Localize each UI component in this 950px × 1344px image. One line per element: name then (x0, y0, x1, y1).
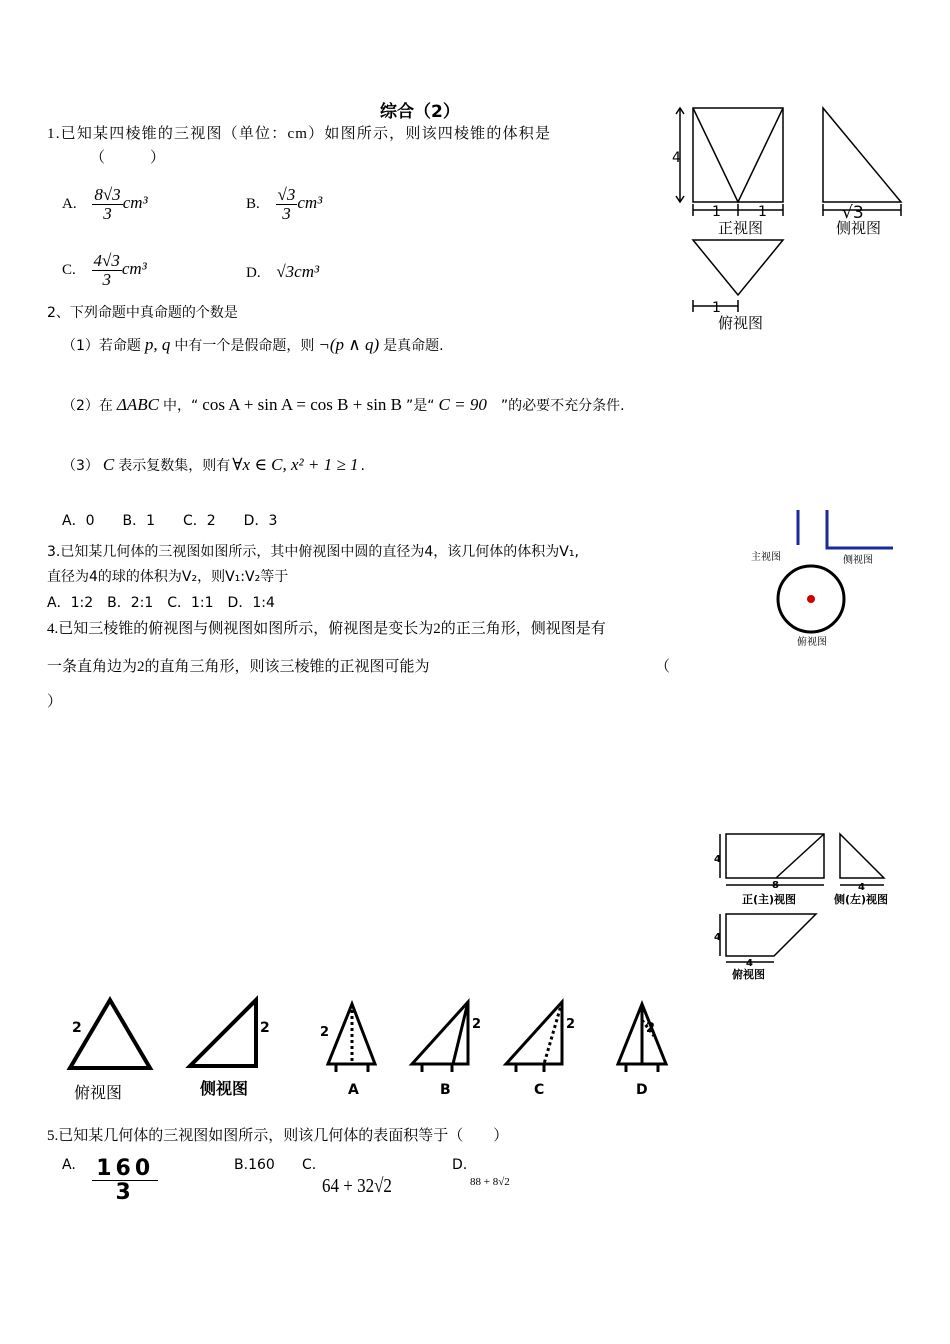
q5-option-c-expr: 64 + 32√2 (322, 1175, 392, 1197)
q4-paren-close: ） (47, 694, 63, 710)
q5-side-width: 4 (858, 882, 865, 893)
q1-stem: 1.已知某四棱锥的三视图（单位：cm）如图所示，则该四棱锥的体积是 (47, 126, 552, 142)
q4-paren-open: （ (655, 659, 671, 675)
q4-top-label: 2 (72, 1020, 82, 1036)
q1-side-view (823, 108, 901, 216)
svg-text:2: 2 (320, 1025, 330, 1040)
q1-answer-paren: （ ） (90, 150, 166, 166)
q5-option-d-expr: 88 + 8√2 (470, 1176, 510, 1188)
q5-front-width: 8 (772, 880, 779, 891)
q1-height-label: 4 (672, 150, 681, 166)
q1-option-b: B. $\frac{√3}{3}$ cm³ (246, 185, 323, 223)
q5-top-view (720, 914, 816, 962)
q4-option-a-figure (328, 1004, 375, 1072)
svg-text:2: 2 (646, 1021, 656, 1036)
q5-option-a: A. $\frac{160}{3}$ (62, 1157, 158, 1204)
q1-top-caption: 俯视图 (718, 314, 764, 332)
q3-options: A．1:2 B．2:1 C．1:1 D．1:4 (47, 595, 275, 611)
q1-three-view-figure (668, 100, 913, 335)
q4-top-view (70, 1000, 150, 1068)
q5-option-c: C. (302, 1157, 317, 1173)
q1-top-view (693, 240, 783, 312)
q3-top-caption: 俯视图 (797, 637, 827, 648)
q4-side-caption: 侧视图 (200, 1079, 249, 1098)
q5-option-d: D. (452, 1157, 468, 1173)
q5-stem: 5.已知某几何体的三视图如图所示，则该几何体的表面积等于（ ） (47, 1128, 509, 1144)
q5-front-height: 4 (714, 854, 721, 865)
q4-option-b-label: B (440, 1082, 451, 1098)
q1-front-base-left: 1 (712, 204, 721, 220)
q5-side-view (840, 834, 884, 885)
q4-figures-row (60, 990, 700, 1105)
q2-options: A．0 B．1 C．2 D．3 (62, 513, 278, 529)
q5-front-view (720, 834, 824, 885)
q4-side-label: 2 (260, 1020, 270, 1036)
q5-front-caption: 正(主)视图 (742, 893, 797, 906)
q2-statement-2: （2）在 ΔABC 中，“ cos A + sin A = cos B + sin B ”是“ C = 90 ”的必要不充分条件. (62, 395, 625, 414)
q1-option-a: A. $\frac{8√3}{3}$ cm³ (62, 185, 148, 223)
q3-center-dot (807, 595, 815, 603)
q1-front-view (676, 108, 783, 216)
q5-top-height: 4 (714, 932, 721, 943)
q4-option-b-figure (412, 1002, 468, 1072)
q4-side-view (190, 1000, 256, 1066)
q3-three-view-figure (745, 505, 905, 655)
q3-stem-line1: 3.已知某几何体的三视图如图所示，其中俯视图中圆的直径为4，该几何体的体积为V₁, (47, 544, 579, 560)
q2-stem: 2、下列命题中真命题的个数是 (47, 305, 238, 321)
svg-text:2: 2 (566, 1017, 576, 1032)
q5-top-width: 4 (746, 958, 753, 969)
q5-top-caption: 俯视图 (732, 968, 765, 981)
q3-side-caption: 侧视图 (843, 555, 873, 566)
q4-stem-line2: 一条直角边为2的直角三角形，则该三棱锥的正视图可能为 (47, 659, 430, 675)
q4-option-a-label: A (348, 1082, 359, 1098)
q3-stem-line2: 直径为4的球的体积为V₂，则V₁:V₂等于 (47, 569, 289, 585)
q1-side-base-label: √3 (842, 203, 864, 223)
q1-front-caption: 正视图 (718, 219, 764, 237)
q2-statement-3: （3） C 表示复数集，则有 ∀x ∈ C, x² + 1 ≥ 1 . (62, 455, 365, 474)
q3-side-view (827, 510, 893, 548)
q4-option-c-label: C (534, 1082, 545, 1098)
q1-option-c: C. $\frac{4√3}{3}$ cm³ (62, 251, 147, 289)
q5-three-view-figure (712, 828, 902, 986)
q4-option-d-figure (618, 1004, 666, 1072)
q4-stem-line1: 4.已知三棱锥的俯视图与侧视图如图所示，俯视图是变长为2的正三角形，侧视图是有 (47, 621, 606, 637)
q4-option-c-figure (506, 1002, 562, 1072)
q5-side-caption: 侧(左)视图 (834, 893, 889, 906)
q1-front-base-right: 1 (758, 204, 767, 220)
svg-text:2: 2 (472, 1017, 482, 1032)
q2-statement-1: （1）若命题 p, q 中有一个是假命题，则 ¬(p ∧ q) 是真命题. (62, 335, 444, 354)
q1-option-d: D. √3cm³ (246, 262, 320, 281)
q4-top-caption: 俯视图 (74, 1083, 123, 1102)
q1-side-caption: 侧视图 (836, 219, 882, 237)
q4-option-d-label: D (636, 1082, 648, 1098)
q5-option-b: B.160 (234, 1157, 275, 1173)
q1-top-base-label: 1 (712, 300, 721, 316)
q3-front-caption: 主视图 (751, 552, 781, 563)
page-title: 综合（2） (380, 102, 460, 122)
